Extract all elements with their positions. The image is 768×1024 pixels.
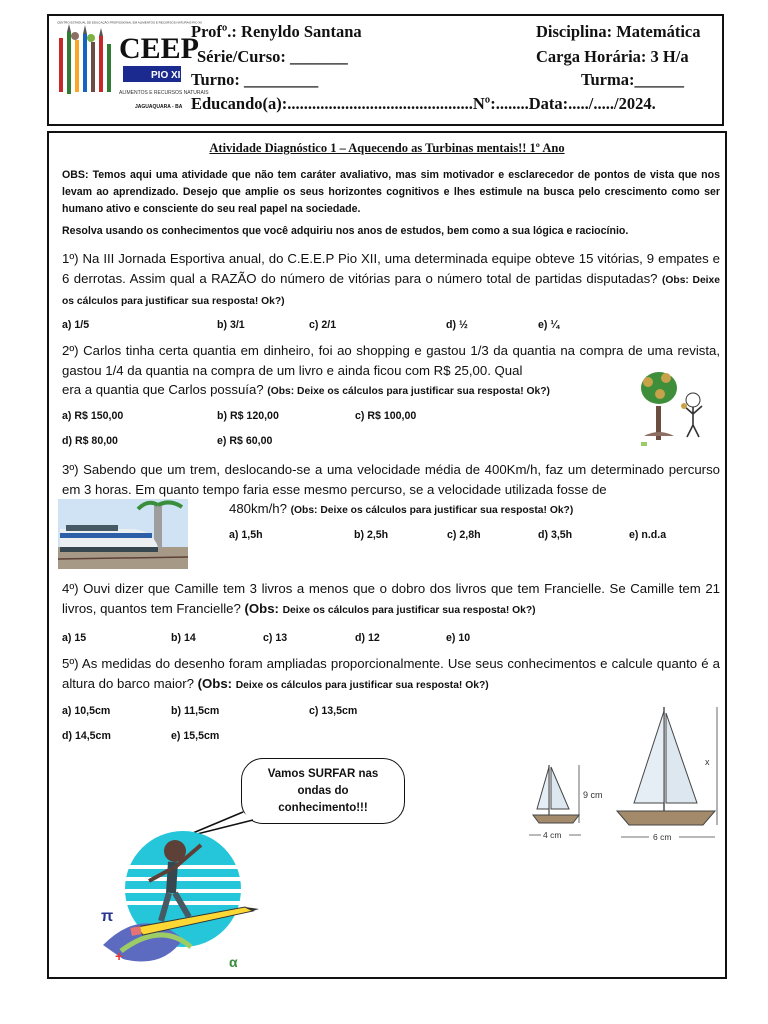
shift-field[interactable]: Turno: _________ xyxy=(191,70,319,89)
question-4 xyxy=(62,579,720,620)
money-tree-image xyxy=(638,366,710,448)
svg-text:+: + xyxy=(115,948,124,964)
q5-option-c[interactable]: c) 13,5cm xyxy=(309,705,358,717)
q4-option-e[interactable]: e) 10 xyxy=(446,632,471,644)
bubble-text: Vamos SURFAR nas ondas do conhecimento!!! xyxy=(267,768,379,814)
activity-box xyxy=(47,131,727,979)
question-4-text: 4º) Ouvi dizer que Camille tem 3 livros a menos que o dobro dos livros que tem Francielle. Se Camille tem 21 livros, quantos tem Francielle? xyxy=(62,581,720,616)
logo-small-mid: ALIMENTOS E RECURSOS NATURAIS xyxy=(119,90,209,96)
question-2-note: (Obs: Deixe os cálculos para justificar sua resposta! Ok?) xyxy=(267,386,550,397)
question-5 xyxy=(62,654,720,695)
big-boat-height: x xyxy=(705,757,710,767)
small-boat-base: 4 cm xyxy=(543,830,562,840)
q3-option-b[interactable]: b) 2,5h xyxy=(354,529,389,541)
q3-option-e[interactable]: e) n.d.a xyxy=(629,529,667,541)
student-field[interactable]: Educando(a):.............................................Nº:........Data:...../...../2024. xyxy=(191,94,656,113)
q3-option-a[interactable]: a) 1,5h xyxy=(229,529,263,541)
q2-option-b[interactable]: b) R$ 120,00 xyxy=(217,410,279,422)
logo-unit: PIO XII xyxy=(151,70,184,81)
instruction-paragraph: Resolva usando os conhecimentos que você adquiriu nos anos de estudos, bem como a sua lógica e raciocínio. xyxy=(62,225,629,237)
teacher-name: Profº.: Renyldo Santana xyxy=(191,22,362,41)
q3-option-c[interactable]: c) 2,8h xyxy=(447,529,481,541)
logo-small-bottom: JAGUAQUARA - BA xyxy=(135,104,183,110)
small-boat xyxy=(529,765,603,840)
q5-option-a[interactable]: a) 10,5cm xyxy=(62,705,111,717)
question-3-note: (Obs: Deixe os cálculos para justificar sua resposta! Ok?) xyxy=(290,505,574,516)
svg-text:α: α xyxy=(229,954,238,970)
q4-option-b[interactable]: b) 14 xyxy=(171,632,196,644)
tools-illustration xyxy=(59,24,111,94)
q5-option-b[interactable]: b) 11,5cm xyxy=(171,705,220,717)
logo-small-top: CENTRO ESTADUAL DE EDUCAÇÃO PROFISSIONAL EM ALIMENTOS E RECURSOS NATURAIS PIO XII xyxy=(57,20,202,25)
q2-option-e[interactable]: e) R$ 60,00 xyxy=(217,435,273,447)
small-boat-height: 9 cm xyxy=(583,790,603,800)
q4-option-c[interactable]: c) 13 xyxy=(263,632,288,644)
speech-bubble xyxy=(241,758,405,824)
question-1-note: (Obs: Deixe os cálculos para justificar sua resposta! Ok?) xyxy=(62,274,720,307)
question-3-text-a: 3º) Sabendo que um trem, deslocando-se a uma velocidade média de 400Km/h, faz um determinado percurso em 3 horas. Em quanto tempo faria esse mesmo percurso, se a velocidade utilizada fosse de xyxy=(62,462,720,497)
question-2-text-b: era a quantia que Carlos possuía? xyxy=(62,382,264,397)
big-boat xyxy=(617,707,717,842)
q2-option-d[interactable]: d) R$ 80,00 xyxy=(62,435,118,447)
question-5-note-label: (Obs: xyxy=(197,675,233,691)
q4-option-d[interactable]: d) 12 xyxy=(355,632,380,644)
question-3-text-b: 480km/h? xyxy=(229,501,287,516)
question-2 xyxy=(62,380,632,402)
svg-text:π: π xyxy=(101,908,114,925)
q4-option-a[interactable]: a) 15 xyxy=(62,632,87,644)
question-4-note-label: (Obs: xyxy=(244,600,279,616)
activity-title: Atividade Diagnóstico 1 – Aquecendo as Turbinas mentais!! 1º Ano xyxy=(209,141,565,155)
big-boat-base: 6 cm xyxy=(653,832,672,842)
q1-option-b[interactable]: b) 3/1 xyxy=(217,319,245,331)
header-box xyxy=(47,14,724,126)
school-logo xyxy=(53,20,209,120)
question-3 xyxy=(229,499,720,521)
question-4-note: Deixe os cálculos para justificar sua resposta! Ok?) xyxy=(282,604,536,616)
q1-option-a[interactable]: a) 1/5 xyxy=(62,319,90,331)
obs-paragraph: OBS: Temos aqui uma atividade que não tem caráter avaliativo, mas sim motivador e esclarecedor de pontos de vista que nos levam ao aprendizado. Desejo que amplie os seus horizontes cognitivos e lhes estimule na busca pelo crescimento como ser humano ativo e consciente do seu real papel na sociedade. xyxy=(62,169,720,215)
q1-option-c[interactable]: c) 2/1 xyxy=(309,319,337,331)
q5-option-e[interactable]: e) 15,5cm xyxy=(171,730,220,742)
q5-option-d[interactable]: d) 14,5cm xyxy=(62,730,111,742)
class-field[interactable]: Turma:______ xyxy=(581,70,684,89)
subject-label: Disciplina: Matemática xyxy=(536,22,701,41)
logo-acronym: CEEP xyxy=(119,32,200,65)
surfing-student-image xyxy=(97,825,263,975)
q3-option-d[interactable]: d) 3,5h xyxy=(538,529,573,541)
question-1 xyxy=(62,249,720,312)
hours-label: Carga Horária: 3 H/a xyxy=(536,47,689,66)
q2-option-c[interactable]: c) R$ 100,00 xyxy=(355,410,417,422)
q1-option-e[interactable]: e) ¼ xyxy=(538,319,560,331)
train-image xyxy=(58,499,188,569)
boats-figure xyxy=(519,703,719,845)
q2-option-a[interactable]: a) R$ 150,00 xyxy=(62,410,124,422)
question-1-text: 1º) Na III Jornada Esportiva anual, do C.E.E.P Pio XII, uma determinada equipe obteve 15 vitórias, 9 empates e 6 derrotas. Assim qual a RAZÃO do número de vitórias para o número total de partidas disputadas? xyxy=(62,251,720,286)
question-2-text-a: 2º) Carlos tinha certa quantia em dinheiro, foi ao shopping e gastou 1/3 da quantia na compra de uma revista, gastou 1/4 da quantia na compra de um livro e ainda ficou com R$ 25,00. Qual xyxy=(62,343,720,378)
question-5-text: 5º) As medidas do desenho foram ampliadas proporcionalmente. Use seus conhecimentos e calcule quanto é a altura do barco maior? xyxy=(62,656,720,691)
q1-option-d[interactable]: d) ½ xyxy=(446,319,468,331)
grade-field[interactable]: Série/Curso: _______ xyxy=(197,47,348,66)
question-5-note: Deixe os cálculos para justificar sua resposta! Ok?) xyxy=(235,679,489,691)
